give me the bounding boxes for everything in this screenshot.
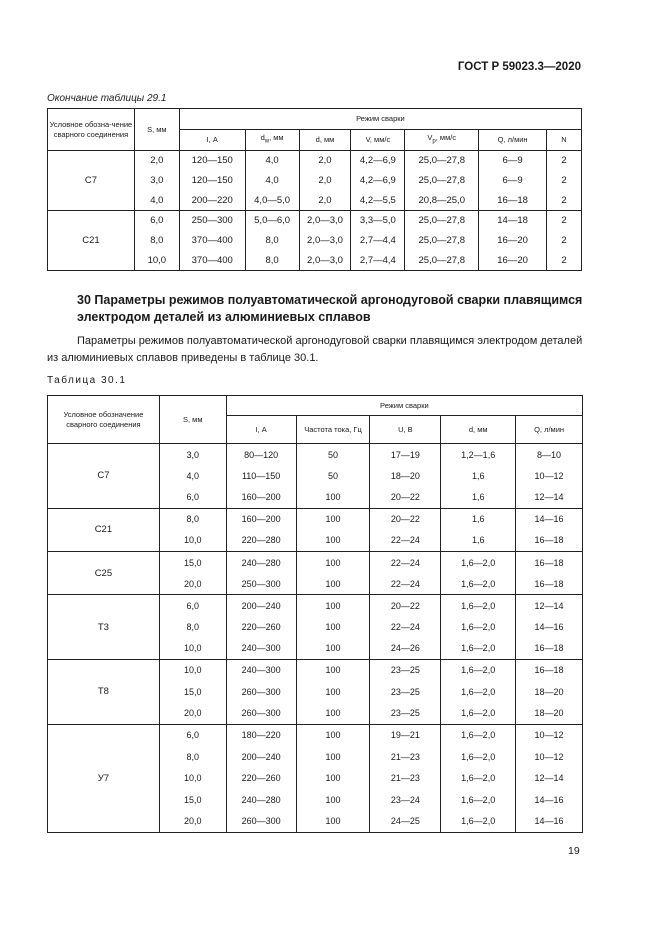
frequency-value: 50: [296, 444, 370, 466]
thickness-value: 6,0: [134, 211, 179, 231]
gas-flow-value: 16—18: [516, 659, 583, 681]
table-row: [48, 211, 582, 231]
current-value: 120—150: [179, 171, 245, 191]
connection-type: У7: [48, 724, 160, 832]
current-value: 120—150: [179, 151, 245, 171]
frequency-value: 100: [296, 530, 370, 552]
diameter-value: 1,6: [441, 530, 516, 552]
diameter-value: 1,6—2,0: [441, 573, 516, 595]
speed-value: 4,2—5,5: [351, 191, 405, 211]
gas-flow-value: 16—18: [516, 530, 583, 552]
connection-type: С7: [48, 151, 135, 211]
current-value: 220—260: [226, 767, 296, 789]
thickness-value: 10,0: [159, 659, 226, 681]
diameter-value: 2,0—3,0: [299, 251, 351, 271]
current-value: 260—300: [226, 703, 296, 725]
frequency-value: 100: [296, 703, 370, 725]
gas-flow-value: 6—9: [479, 151, 547, 171]
section-number: 30: [77, 293, 91, 307]
gas-flow-value: 14—18: [479, 211, 547, 231]
gas-flow-value: 16—20: [479, 251, 547, 271]
diameter-value: 2,0: [299, 191, 351, 211]
column-header-connection: Условное обозна-чение сварного соединения: [48, 109, 135, 151]
column-header-thickness: S, мм: [134, 109, 179, 151]
frequency-value: 100: [296, 638, 370, 660]
current-value: 240—280: [226, 551, 296, 573]
table-row: [48, 595, 583, 617]
table-row: [48, 151, 582, 171]
thickness-value: 4,0: [134, 191, 179, 211]
feed-speed-value: 20,8—25,0: [405, 191, 479, 211]
frequency-value: 100: [296, 487, 370, 509]
voltage-value: 24—25: [370, 811, 441, 833]
voltage-value: 17—19: [370, 444, 441, 466]
thickness-value: 8,0: [134, 231, 179, 251]
column-header-thickness: S, мм: [159, 396, 226, 444]
connection-type: Т3: [48, 595, 160, 660]
current-value: 200—240: [226, 595, 296, 617]
thickness-value: 15,0: [159, 681, 226, 703]
current-value: 240—280: [226, 789, 296, 811]
thickness-value: 10,0: [134, 251, 179, 271]
column-header-gas-flow: Q, л/мин: [516, 416, 583, 444]
thickness-value: 10,0: [159, 530, 226, 552]
current-value: 200—240: [226, 746, 296, 768]
current-value: 80—120: [226, 444, 296, 466]
diameter-value: 1,6: [441, 508, 516, 530]
thickness-value: 6,0: [159, 487, 226, 509]
gas-flow-value: 14—16: [516, 508, 583, 530]
frequency-value: 100: [296, 659, 370, 681]
diameter-value: 1,6—2,0: [441, 767, 516, 789]
gas-flow-value: 16—18: [479, 191, 547, 211]
table-row: [48, 508, 583, 530]
frequency-value: 100: [296, 508, 370, 530]
thickness-value: 20,0: [159, 573, 226, 595]
thickness-value: 10,0: [159, 767, 226, 789]
diameter-value: 1,6: [441, 487, 516, 509]
diameter-value: 1,6—2,0: [441, 595, 516, 617]
table-continuation-caption: Окончание таблицы 29.1: [47, 93, 167, 104]
gas-flow-value: 10—12: [516, 465, 583, 487]
column-header-voltage: U, В: [370, 416, 441, 444]
frequency-value: 100: [296, 811, 370, 833]
feed-speed-value: 25,0—27,8: [405, 251, 479, 271]
diameter-value: 1,6—2,0: [441, 789, 516, 811]
passes-value: 2: [547, 151, 582, 171]
connection-type: С7: [48, 444, 160, 509]
section-paragraph: Параметры режимов полуавтоматической аргонодуговой сварки плавящимся электродом деталей из алюминиевых сплавов приведены в таблице 30.1.: [47, 335, 583, 364]
column-group-welding-mode: Режим сварки: [226, 396, 582, 416]
voltage-value: 19—21: [370, 724, 441, 746]
gas-flow-value: 16—18: [516, 638, 583, 660]
voltage-value: 24—26: [370, 638, 441, 660]
table-row: [48, 551, 583, 573]
frequency-value: 100: [296, 746, 370, 768]
frequency-value: 100: [296, 767, 370, 789]
current-value: 220—280: [226, 530, 296, 552]
gas-flow-value: 12—14: [516, 595, 583, 617]
passes-value: 2: [547, 231, 582, 251]
diameter-value: 2,0—3,0: [299, 231, 351, 251]
column-header-connection: Условное обозначение сварного соединения: [48, 396, 160, 444]
diameter-value: 1,6—2,0: [441, 659, 516, 681]
feed-speed-value: 25,0—27,8: [405, 171, 479, 191]
current-value: 370—400: [179, 231, 245, 251]
table-row: [48, 444, 583, 466]
current-value: 250—300: [179, 211, 245, 231]
table-29-1-end: [47, 108, 582, 271]
voltage-value: 21—23: [370, 767, 441, 789]
diameter-value: 1,6—2,0: [441, 681, 516, 703]
diameter-value: 1,6—2,0: [441, 811, 516, 833]
frequency-value: 100: [296, 551, 370, 573]
diameter-value: 1,6—2,0: [441, 746, 516, 768]
electrode-diameter-value: 4,0: [245, 151, 299, 171]
connection-type: Т8: [48, 659, 160, 724]
voltage-value: 23—25: [370, 703, 441, 725]
current-value: 370—400: [179, 251, 245, 271]
column-header-diameter: d, мм: [299, 130, 351, 151]
table-row: [48, 724, 583, 746]
section-title: Параметры режимов полуавтоматической аргонодуговой сварки плавящимся электродом деталей из алюминиевых сплавов: [77, 293, 583, 324]
speed-value: 2,7—4,4: [351, 231, 405, 251]
frequency-value: 100: [296, 616, 370, 638]
thickness-value: 8,0: [159, 508, 226, 530]
electrode-diameter-value: 8,0: [245, 231, 299, 251]
frequency-value: 100: [296, 595, 370, 617]
column-header-gas-flow: Q, л/мин: [479, 130, 547, 151]
thickness-value: 15,0: [159, 789, 226, 811]
document-id: ГОСТ Р 59023.3—2020: [457, 61, 581, 73]
passes-value: 2: [547, 171, 582, 191]
voltage-value: 23—25: [370, 681, 441, 703]
current-value: 160—200: [226, 508, 296, 530]
feed-speed-value: 25,0—27,8: [405, 211, 479, 231]
thickness-value: 6,0: [159, 595, 226, 617]
speed-value: 4,2—6,9: [351, 151, 405, 171]
gas-flow-value: 14—16: [516, 811, 583, 833]
gas-flow-value: 18—20: [516, 703, 583, 725]
passes-value: 2: [547, 191, 582, 211]
gas-flow-value: 10—12: [516, 746, 583, 768]
thickness-value: 6,0: [159, 724, 226, 746]
section-heading: [77, 292, 597, 326]
gas-flow-value: 8—10: [516, 444, 583, 466]
column-header-passes: N: [547, 130, 582, 151]
thickness-value: 15,0: [159, 551, 226, 573]
voltage-value: 22—24: [370, 530, 441, 552]
voltage-value: 22—24: [370, 616, 441, 638]
diameter-value: 1,6—2,0: [441, 551, 516, 573]
voltage-value: 23—25: [370, 659, 441, 681]
connection-type: С25: [48, 551, 160, 594]
thickness-value: 20,0: [159, 811, 226, 833]
thickness-value: 3,0: [159, 444, 226, 466]
electrode-diameter-value: 4,0—5,0: [245, 191, 299, 211]
frequency-value: 100: [296, 724, 370, 746]
table-row: [48, 659, 583, 681]
current-value: 240—300: [226, 638, 296, 660]
electrode-diameter-value: 4,0: [245, 171, 299, 191]
passes-value: 2: [547, 211, 582, 231]
current-value: 260—300: [226, 811, 296, 833]
thickness-value: 20,0: [159, 703, 226, 725]
gas-flow-value: 16—18: [516, 573, 583, 595]
diameter-value: 2,0—3,0: [299, 211, 351, 231]
thickness-value: 3,0: [134, 171, 179, 191]
feed-speed-value: 25,0—27,8: [405, 151, 479, 171]
column-header-diameter: d, мм: [441, 416, 516, 444]
page-number: 19: [568, 845, 580, 857]
diameter-value: 1,2—1,6: [441, 444, 516, 466]
gas-flow-value: 16—20: [479, 231, 547, 251]
voltage-value: 21—23: [370, 746, 441, 768]
column-group-welding-mode: Режим сварки: [179, 109, 581, 130]
current-value: 220—260: [226, 616, 296, 638]
voltage-value: 20—22: [370, 508, 441, 530]
thickness-value: 10,0: [159, 638, 226, 660]
column-header-current: I, А: [226, 416, 296, 444]
gas-flow-value: 16—18: [516, 551, 583, 573]
speed-value: 2,7—4,4: [351, 251, 405, 271]
speed-value: 4,2—6,9: [351, 171, 405, 191]
diameter-value: 2,0: [299, 171, 351, 191]
column-header-speed: V, мм/с: [351, 130, 405, 151]
current-value: 160—200: [226, 487, 296, 509]
speed-value: 3,3—5,0: [351, 211, 405, 231]
column-header-electrode-diameter: $d_w$, мм: [245, 130, 299, 151]
gas-flow-value: 12—14: [516, 487, 583, 509]
current-value: 110—150: [226, 465, 296, 487]
voltage-value: 22—24: [370, 551, 441, 573]
electrode-diameter-value: 5,0—6,0: [245, 211, 299, 231]
frequency-value: 100: [296, 789, 370, 811]
diameter-value: 1,6—2,0: [441, 638, 516, 660]
diameter-value: 1,6: [441, 465, 516, 487]
voltage-value: 18—20: [370, 465, 441, 487]
voltage-value: 23—24: [370, 789, 441, 811]
diameter-value: 2,0: [299, 151, 351, 171]
frequency-value: 50: [296, 465, 370, 487]
voltage-value: 22—24: [370, 573, 441, 595]
thickness-value: 8,0: [159, 746, 226, 768]
thickness-value: 8,0: [159, 616, 226, 638]
feed-speed-value: 25,0—27,8: [405, 231, 479, 251]
diameter-value: 1,6—2,0: [441, 703, 516, 725]
diameter-value: 1,6—2,0: [441, 724, 516, 746]
gas-flow-value: 18—20: [516, 681, 583, 703]
column-header-feed-speed: $V_p$, мм/с: [405, 130, 479, 151]
current-value: 200—220: [179, 191, 245, 211]
column-header-frequency: Частота тока, Гц: [296, 416, 370, 444]
gas-flow-value: 14—16: [516, 789, 583, 811]
voltage-value: 20—22: [370, 487, 441, 509]
voltage-value: 20—22: [370, 595, 441, 617]
gas-flow-value: 14—16: [516, 616, 583, 638]
electrode-diameter-value: 8,0: [245, 251, 299, 271]
passes-value: 2: [547, 251, 582, 271]
gas-flow-value: 12—14: [516, 767, 583, 789]
thickness-value: 2,0: [134, 151, 179, 171]
table-label: Таблица 30.1: [47, 375, 127, 386]
frequency-value: 100: [296, 681, 370, 703]
frequency-value: 100: [296, 573, 370, 595]
connection-type: С21: [48, 508, 160, 551]
table-30-1: [47, 395, 583, 833]
current-value: 180—220: [226, 724, 296, 746]
current-value: 260—300: [226, 681, 296, 703]
column-header-current: I, А: [179, 130, 245, 151]
connection-type: С21: [48, 211, 135, 271]
current-value: 240—300: [226, 659, 296, 681]
current-value: 250—300: [226, 573, 296, 595]
gas-flow-value: 6—9: [479, 171, 547, 191]
diameter-value: 1,6—2,0: [441, 616, 516, 638]
thickness-value: 4,0: [159, 465, 226, 487]
gas-flow-value: 10—12: [516, 724, 583, 746]
